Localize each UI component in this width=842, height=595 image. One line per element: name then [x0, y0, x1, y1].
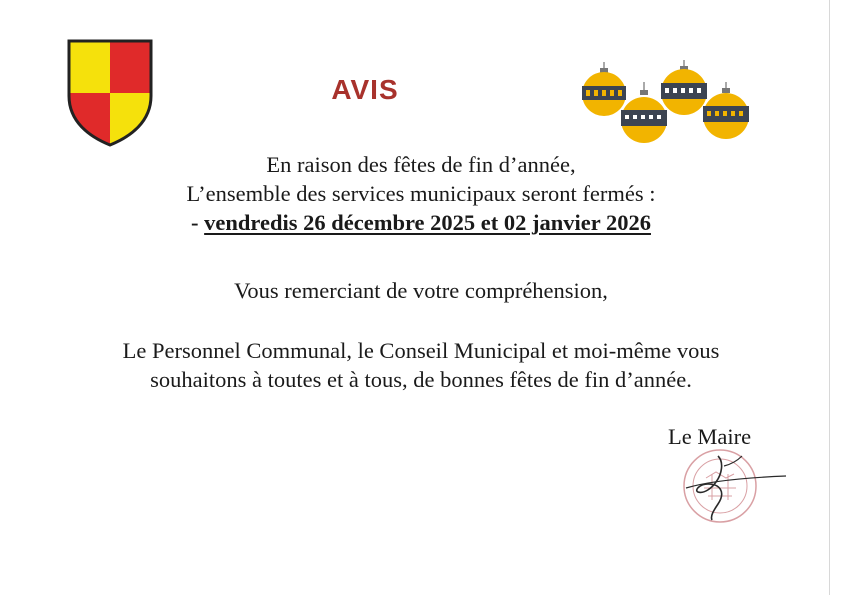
dates-text: vendredis 26 décembre 2025 et 02 janvier 2026: [204, 210, 651, 235]
signatory: Le Maire: [668, 424, 752, 449]
bauble-2: [621, 82, 667, 143]
intro-line-2: L’ensemble des services municipaux seront fermés :: [186, 181, 656, 206]
coat-of-arms-icon: [66, 38, 154, 148]
thanks-line: Vous remerciant de votre compréhension,: [234, 278, 608, 303]
dates-prefix: -: [191, 210, 205, 235]
bauble-4: [703, 82, 749, 139]
notice-title: AVIS: [331, 74, 399, 105]
intro-line-1: En raison des fêtes de fin d’année,: [266, 152, 576, 177]
closure-dates: [40, 208, 802, 237]
bauble-1: [582, 62, 626, 116]
closure-announcement: [40, 150, 802, 237]
mayor-seal-icon: [676, 448, 788, 528]
page-edge: [829, 0, 830, 595]
holiday-wishes: [40, 336, 802, 394]
wishes-line-2: souhaitons à toutes et à tous, de bonnes fêtes de fin d’année.: [150, 367, 692, 392]
wishes-line-1: Le Personnel Communal, le Conseil Municipal et moi-même vous: [122, 338, 720, 363]
bauble-3: [661, 60, 707, 115]
christmas-baubles-icon: [572, 60, 762, 150]
